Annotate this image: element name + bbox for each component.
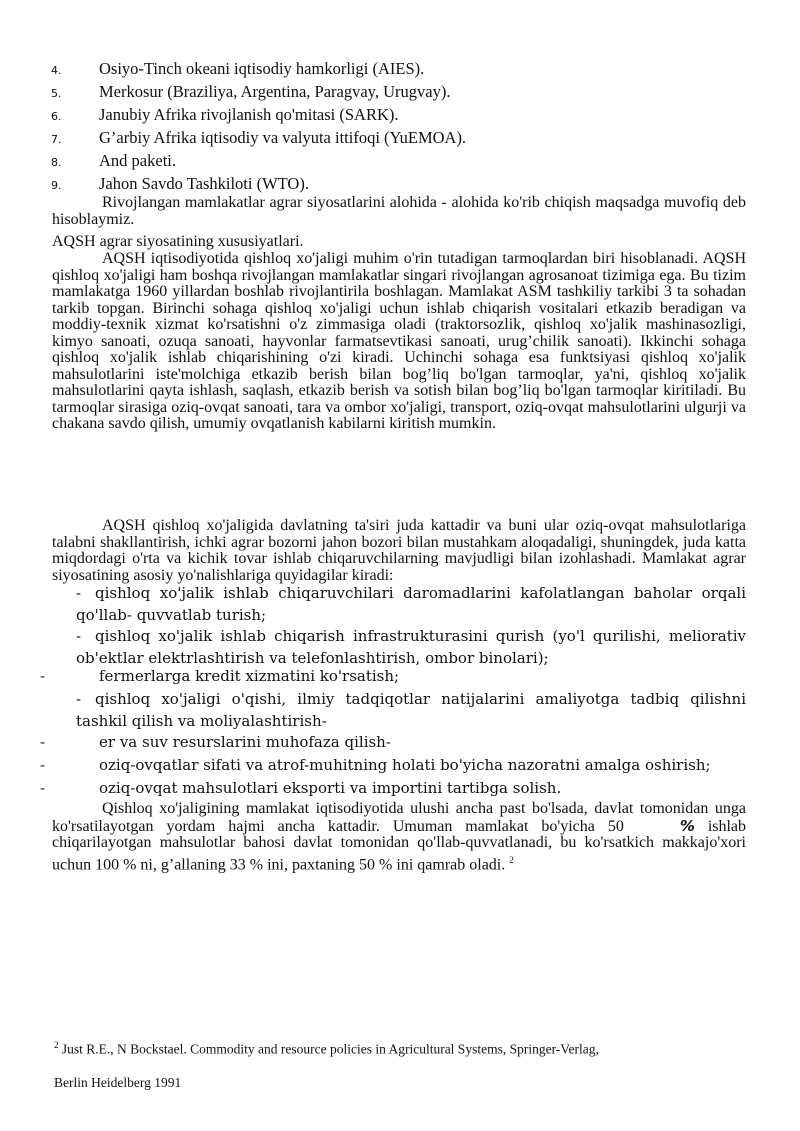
intro-paragraph-text: Rivojlangan mamlakatlar agrar siyosatlarini alohida - alohida ko'rib chiqish maqsadga muvofiq deb hisoblaymiz. bbox=[52, 194, 746, 228]
bullet-dash: - bbox=[76, 627, 82, 645]
bullet-text: oziq-ovqat mahsulotlari eksporti va importini tartibga solish. bbox=[99, 779, 562, 797]
list-item bbox=[0, 174, 800, 196]
list-item bbox=[0, 128, 800, 150]
body-paragraph-text: AQSH qishloq xo'jaligida davlatning ta'siri juda kattadir va buni ular oziq-ovqat mahsulotlariga talabni shakllantirish, ichki agrar bozorni jahon bozori bilan mustahkam aloqadaligi, shuningdek, juda katta miqdordagi o'rta va kichik tovar ishlab chiqaruvchilarning mavjudligi bilan izohlashadi. Mamlakat agrar siyosatining asosiy yo'nalishlariga quyidagilar kiradi: bbox=[52, 517, 746, 584]
list-text: Merkosur (Braziliya, Argentina, Paragvay, Urugvay). bbox=[99, 82, 451, 101]
bullet-text: fermerlarga kredit xizmatini ko'rsatish; bbox=[99, 667, 400, 685]
bullet-dash: - bbox=[76, 690, 82, 708]
list-number: 4. bbox=[51, 64, 62, 77]
bullet-item bbox=[76, 688, 746, 732]
list-text: And paketi. bbox=[99, 151, 176, 170]
list-text: G’arbiy Afrika iqtisodiy va valyuta ittifoqi (YuEMOA). bbox=[99, 128, 467, 147]
bullet-text: qishloq xo'jalik ishlab chiqaruvchilari daromadlarini kafolatlangan baholar orqali qo'llab- quvvatlab turish; bbox=[76, 584, 746, 624]
list-item bbox=[0, 59, 800, 81]
body-paragraph bbox=[52, 801, 746, 873]
bullet-dash: - bbox=[40, 779, 46, 797]
footnote-reference: 2 bbox=[509, 854, 514, 865]
bullet-dash: - bbox=[40, 756, 46, 774]
list-number: 6. bbox=[51, 110, 62, 123]
intro-paragraph bbox=[52, 195, 746, 228]
percent-number: 50 bbox=[607, 817, 624, 835]
body-paragraph-text: AQSH iqtisodiyotida qishloq xo'jaligi muhim o'rin tutadigan tarmoqlardan biri hisoblanadi. AQSH qishloq xo'jaligi ham boshqa rivojlangan mamlakatlar singari rivojlangan agrosanoat tizimiga ega. Bu tizim mamlakatga 1960 yillardan boshlab rivojlantirila boshlagan. Mamlakat ASM tashkiliy tarkibi 3 ta sohadan tarkib topgan. Birinchi sohaga qishloq xo'jaligi uchun ishlab chiqarish vositalari etkazib beradigan va moddiy-texnik xizmat ko'rsatishni o'z zimmasiga oladi (traktorsozlik, qishloq xo'jalik mashinasozligi, kimyo sanoati, ozuqa sanoati, hayvonlar farmatsevtikasi sanoati, urug’chilik sanoati). Ikkinchi sohaga qishloq xo'jalik ishlab chiqarishining o'zi kiradi. Uchinchi sohaga esa funktsiyasi qishloq xo'jalik mahsulotlarini iste'molchiga etkazib berish bilan bog’liq bo'lgan tarmoqlar, ya'ni, qishloq xo'jalik mahsulotlarini qayta ishlash, saqlash, etkazib berish va sotish bilan bog’liq bo'lgan tarmoqlar kiritiladi. Bu tarmoqlar sirasiga oziq-ovqat sanoati, tara va ombor xo'jaligi, transport, oziq-ovqat mahsulotlarini ulgurji va chakana savdo qilish, umumiy ovqatlanish kabilarni kiritish mumkin. bbox=[52, 250, 746, 432]
body-paragraph-text: Qishloq xo'jaligining mamlakat iqtisodiyotida ulushi ancha past bo'lsada, davlat tomonidan unga ko'rsatilayotgan yordam hajmi ancha kattadir. Umuman mamlakat bo'yicha bbox=[52, 800, 746, 835]
bullet-dash: - bbox=[40, 667, 46, 685]
body-paragraph bbox=[52, 251, 746, 433]
footnote-text: Just R.E., N Bockstael. Commodity and resource policies in Agricultural Systems, Springer-Verlag, bbox=[61, 1041, 599, 1057]
list-number: 5. bbox=[51, 87, 62, 100]
list-text: Osiyo-Tinch okeani iqtisodiy hamkorligi (AIES). bbox=[99, 59, 425, 78]
body-paragraph-text: ishlab chiqarilayotgan mahsulotlar bahosi davlat tomonidan qo'llab-quvvatlanadi, bu ko'rsatkich makkajo'xori uchun 100 % ni, g’allaning 33 % ini, paxtaning 50 % ini qamrab oladi. bbox=[52, 817, 747, 873]
list-number: 8. bbox=[51, 156, 62, 169]
list-number: 9. bbox=[51, 179, 62, 192]
footnote-marker: 2 bbox=[54, 1040, 59, 1050]
bullet-text: er va suv resurslarini muhofaza qilish- bbox=[99, 733, 391, 751]
list-text: Janubiy Afrika rivojlanish qo'mitasi (SARK). bbox=[99, 105, 399, 124]
bullet-item bbox=[76, 582, 746, 626]
bullet-text: qishloq xo'jalik ishlab chiqarish infrastrukturasini qurish (yo'l qurilishi, meliorativ ob'ektlar elektrlashtirish va telefonlashtirish, ombor binolari); bbox=[76, 627, 746, 667]
bullet-dash: - bbox=[76, 584, 82, 602]
bullet-dash: - bbox=[40, 733, 46, 751]
percent-sign: % bbox=[679, 816, 695, 835]
bullet-text: qishloq xo'jaligi o'qishi, ilmiy tadqiqotlar natijalarini amaliyotga tadbiq qilishni tashkil qilish va moliyalashtirish- bbox=[76, 690, 746, 730]
bullet-item bbox=[76, 625, 746, 669]
footnote bbox=[54, 1036, 674, 1059]
bullet-text: oziq-ovqatlar sifati va atrof-muhitning holati bo'yicha nazoratni amalga oshirish; bbox=[99, 756, 711, 774]
list-item bbox=[0, 82, 800, 104]
body-paragraph bbox=[52, 518, 746, 584]
list-item bbox=[0, 105, 800, 127]
section-heading: AQSH agrar siyosatining xususiyatlari. bbox=[52, 233, 304, 250]
list-item bbox=[0, 151, 800, 173]
footnote-continuation: Berlin Heidelberg 1991 bbox=[54, 1075, 182, 1090]
list-number: 7. bbox=[51, 133, 62, 146]
list-text: Jahon Savdo Tashkiloti (WTO). bbox=[99, 174, 309, 193]
